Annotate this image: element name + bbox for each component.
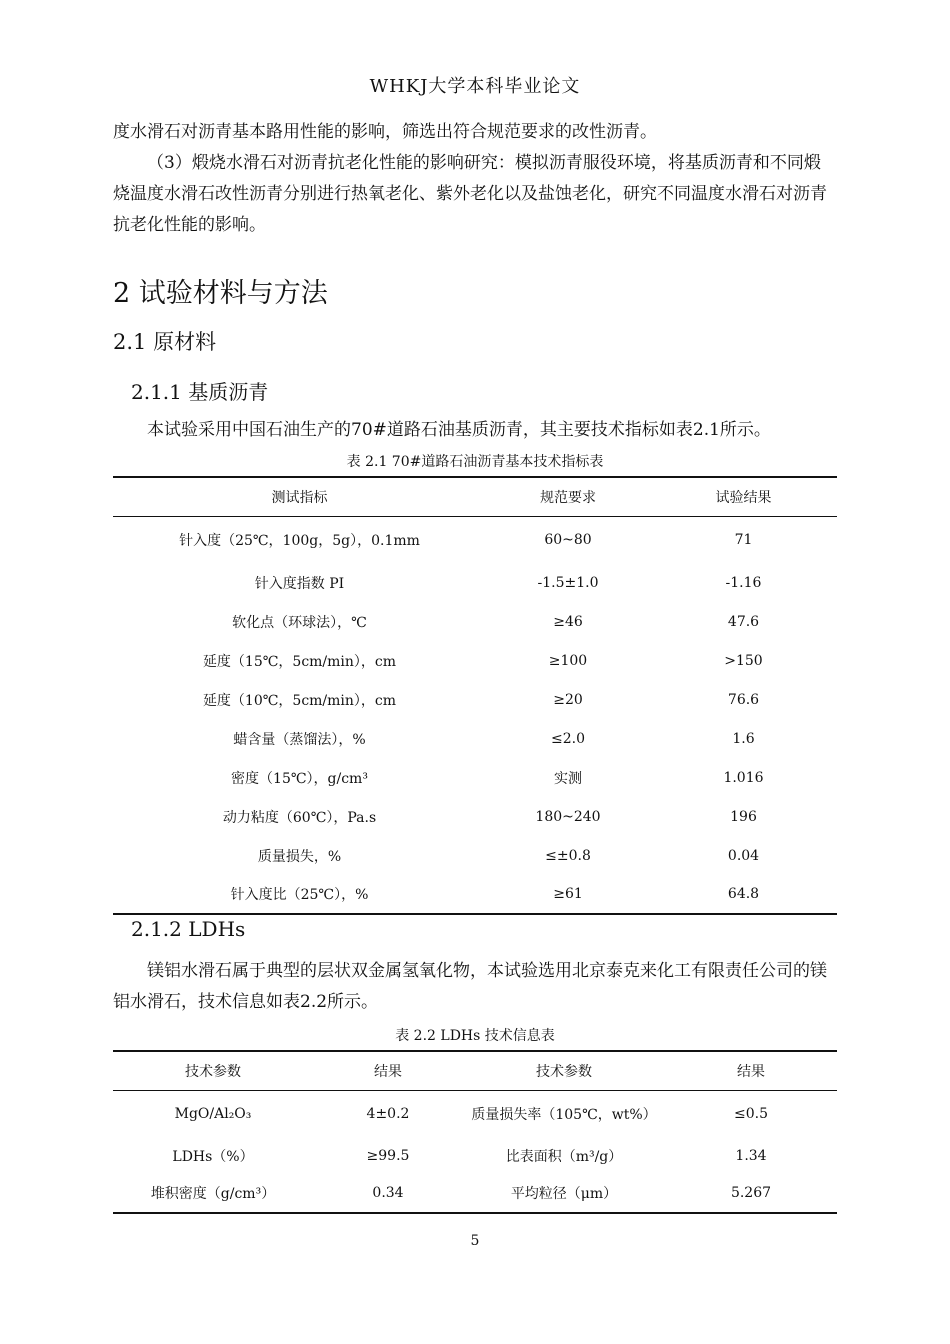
table-row — [113, 876, 837, 914]
table-cell: 密度（15℃），g/cm³ — [231, 771, 368, 787]
table-cell: ≤2.0 — [551, 731, 585, 747]
table-row — [113, 837, 837, 876]
table-cell: 动力粘度（60℃），Pa.s — [222, 810, 377, 826]
table-cell: 4±0.2 — [366, 1105, 410, 1122]
table-row — [113, 564, 837, 603]
table-cell: 60~80 — [544, 532, 592, 549]
table-cell: 实测 — [554, 771, 582, 787]
table-row — [113, 798, 837, 837]
table-cell: 1.6 — [732, 731, 755, 747]
table-cell: ≥100 — [548, 653, 588, 669]
table-cell: 质量损失，% — [257, 849, 342, 865]
table-cell: 196 — [730, 809, 757, 825]
table-cell: ≥61 — [486, 876, 650, 914]
table-cell: 平均粒径（μm） — [463, 1175, 665, 1213]
table-row — [113, 720, 837, 759]
table-cell: 针入度比（25℃），% — [113, 876, 486, 914]
table-cell: >150 — [724, 653, 763, 669]
running-header: WHKJ大学本科毕业论文 — [369, 76, 581, 97]
table-row — [113, 1091, 837, 1137]
table-1-header-cell: 测试指标 — [113, 477, 486, 517]
table-2 — [113, 1050, 837, 1214]
paragraph-ldhs-intro: 镁铝水滑石属于典型的层状双金属氢氧化物，本试验选用北京泰克来化工有限责任公司的镁铝水滑石，技术信息如表2.2所示。 — [113, 961, 827, 1012]
subsubsection-heading-asphalt: 2.1.1 基质沥青 — [131, 380, 269, 404]
table-cell: ≥46 — [553, 614, 583, 630]
table-cell: 0.04 — [727, 848, 760, 864]
table-cell: 180~240 — [535, 809, 601, 825]
table-cell: ≥20 — [553, 692, 583, 708]
table-row — [113, 517, 837, 564]
table-row — [113, 681, 837, 720]
table-row — [113, 642, 837, 681]
page-number: 5 — [470, 1233, 480, 1249]
paragraph-continuation: 度水滑石对沥青基本路用性能的影响，筛选出符合规范要求的改性沥青。 — [113, 122, 657, 142]
table-row — [113, 603, 837, 642]
table-cell: 蜡含量（蒸馏法），% — [233, 732, 366, 748]
table-cell: 71 — [734, 532, 753, 549]
table-cell: -1.16 — [725, 575, 762, 591]
subsection-heading: 2.1 原材料 — [113, 330, 217, 354]
table-cell: -1.5±1.0 — [537, 575, 599, 591]
table-1 — [113, 476, 837, 915]
table-1-caption: 表 2.1 70#道路石油沥青基本技术指标表 — [346, 454, 604, 470]
table-2-header-cell: 技术参数 — [463, 1051, 665, 1091]
table-1-header-cell: 规范要求 — [486, 477, 650, 517]
table-cell: 堆积密度（g/cm³） — [113, 1175, 313, 1213]
table-cell: ≥99.5 — [366, 1147, 410, 1164]
paragraph-asphalt-intro: 本试验采用中国石油生产的70#道路石油基质沥青，其主要技术指标如表2.1所示。 — [147, 420, 771, 440]
table-1-header-row — [113, 477, 837, 517]
table-2-header-cell: 技术参数 — [113, 1051, 313, 1091]
table-row — [113, 759, 837, 798]
table-1-header-cell: 试验结果 — [650, 477, 837, 517]
table-cell: LDHs（%） — [172, 1148, 254, 1165]
subsubsection-heading-ldhs: 2.1.2 LDHs — [131, 917, 246, 941]
section-heading: 2 试验材料与方法 — [113, 278, 328, 309]
table-2-header-cell: 结果 — [313, 1051, 463, 1091]
table-cell: 针入度指数 PI — [254, 576, 345, 592]
table-row — [113, 1137, 837, 1175]
table-cell: 延度（10℃，5cm/min），cm — [202, 693, 397, 709]
table-cell: 0.34 — [313, 1175, 463, 1213]
paragraph-research-item-3: （3）煅烧水滑石对沥青抗老化性能的影响研究：模拟沥青服役环境，将基质沥青和不同煅烧温度水滑石改性沥青分别进行热氧老化、紫外老化以及盐蚀老化，研究不同温度水滑石对沥青抗老化性能的影响。 — [113, 153, 827, 235]
table-cell: 软化点（环球法），℃ — [232, 615, 367, 631]
table-cell: 质量损失率（105℃，wt%） — [471, 1106, 657, 1123]
table-cell: 1.34 — [735, 1147, 767, 1164]
table-cell: 47.6 — [727, 614, 760, 630]
table-cell: 64.8 — [650, 876, 837, 914]
table-cell: 比表面积（m³/g） — [505, 1148, 623, 1165]
table-2-header-cell: 结果 — [665, 1051, 837, 1091]
table-2-header-row — [113, 1051, 837, 1091]
table-cell: 76.6 — [727, 692, 760, 708]
table-cell: MgO/Al₂O₃ — [174, 1105, 252, 1122]
table-cell: ≤0.5 — [734, 1105, 768, 1122]
table-cell: 延度（15℃，5cm/min），cm — [202, 654, 397, 670]
table-row — [113, 1175, 837, 1213]
table-cell: ≤±0.8 — [545, 848, 591, 864]
table-cell: 1.016 — [723, 770, 764, 786]
table-2-caption: 表 2.2 LDHs 技术信息表 — [395, 1028, 555, 1044]
table-cell: 针入度（25℃，100g，5g），0.1mm — [179, 533, 420, 550]
table-cell: 5.267 — [665, 1175, 837, 1213]
